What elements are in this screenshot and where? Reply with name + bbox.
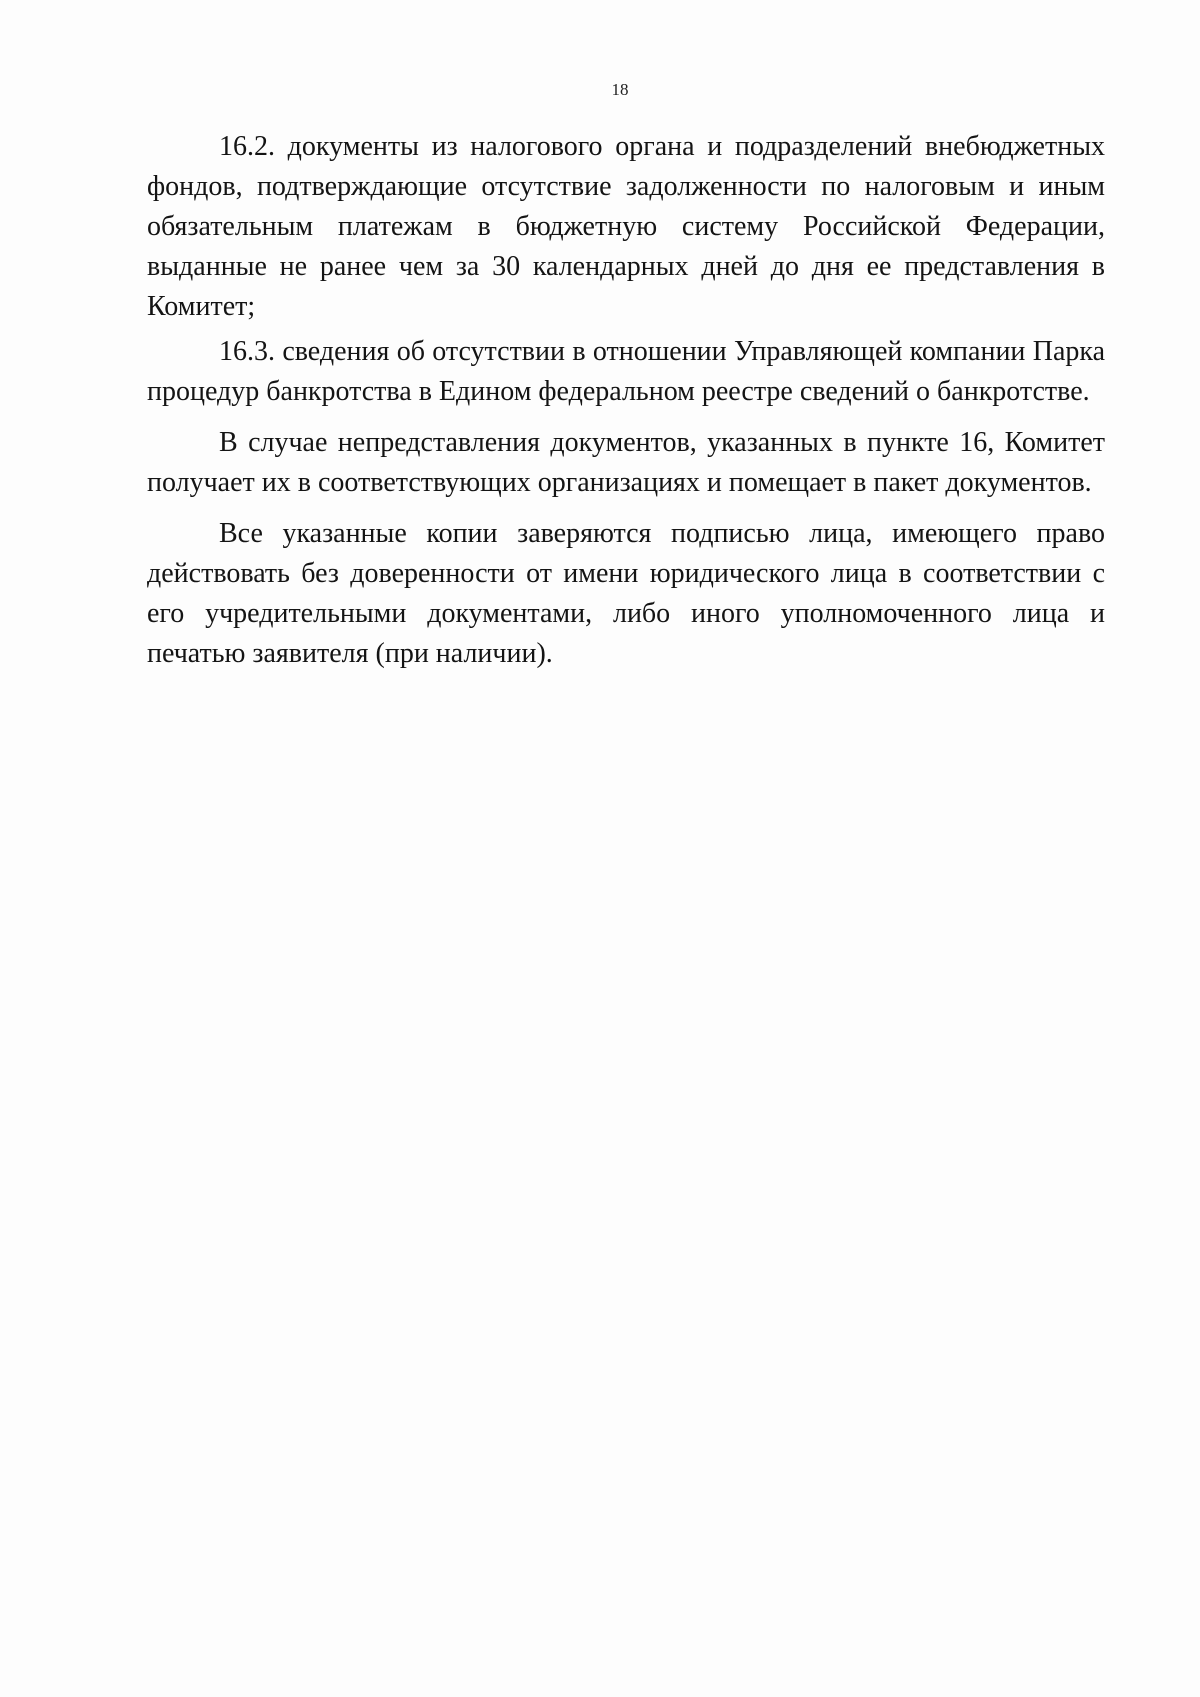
page-number: 18 [611,80,629,99]
paragraph-16-2: 16.2. документы из налогового органа и подразделений внебюджетных фондов, подтверждающие отсутствие задолженности по налоговым и иным обязательным платежам в бюджетную систему Российской Федерации, выданные не ранее чем за 30 календарных дней до дня ее представления в Комитет; [147,131,1105,322]
paragraph-non-submission: В случае непредставления документов, указанных в пункте 16, Комитет получает их в соответствующих организациях и помещает в пакет документов. [147,427,1105,498]
paragraph-certification: Все указанные копии заверяются подписью лица, имеющего право действовать без доверенности от имени юридического лица в соответствии с его учредительными документами, либо иного уполномоченного лица и печатью заявителя (при наличии). [147,518,1105,669]
paragraph-16-3: 16.3. сведения об отсутствии в отношении Управляющей компании Парка процедур банкротства в Едином федеральном реестре сведений о банкротстве. [147,336,1105,407]
document-body [147,127,1105,674]
